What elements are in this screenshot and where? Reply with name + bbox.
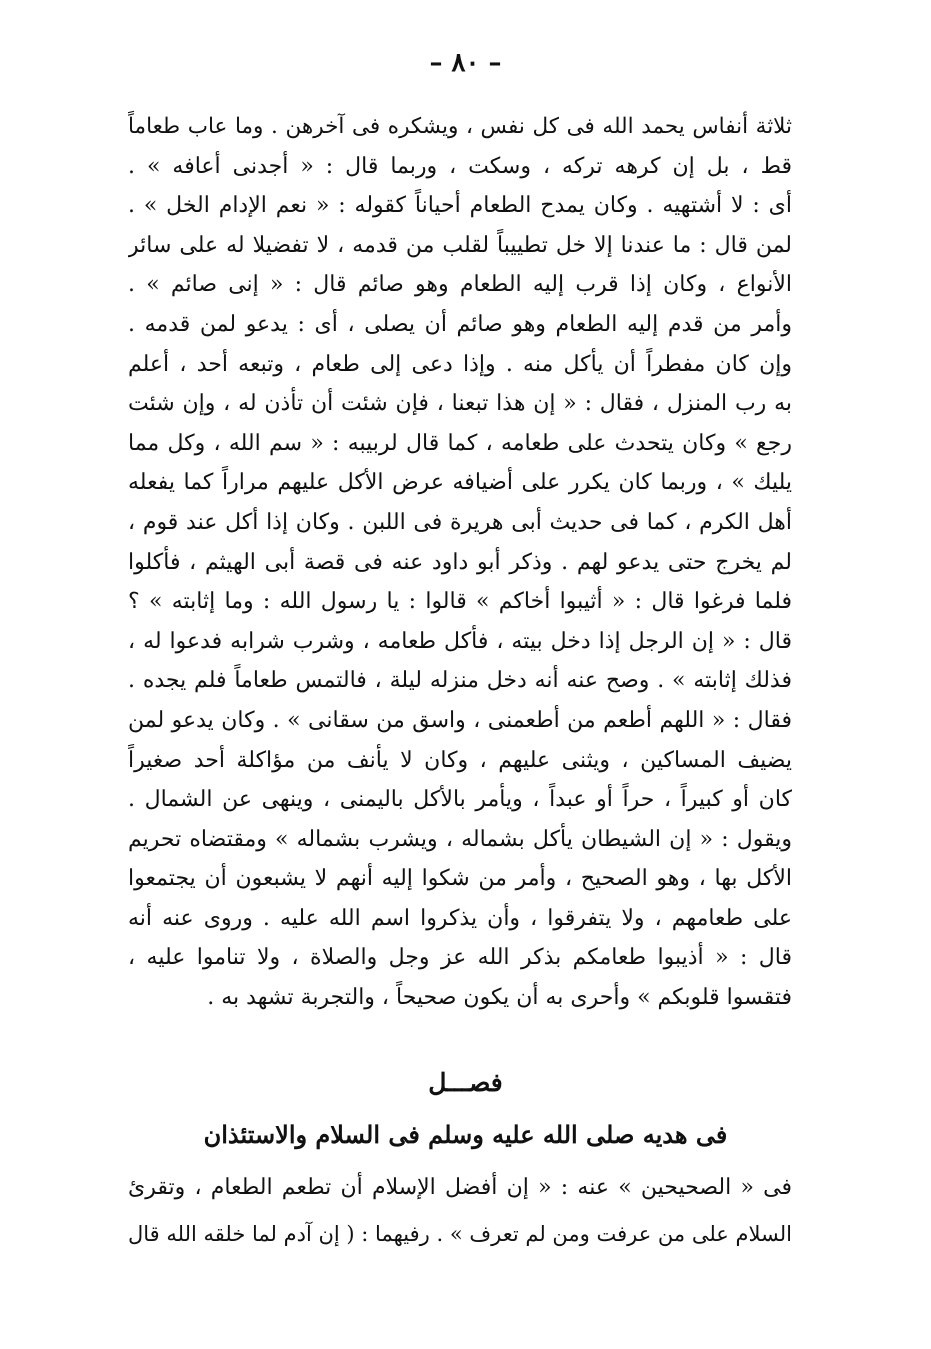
text-line: أهل الكرم ، كما فى حديث أبى هريرة فى اللبن . وكان إذا أكل عند قوم ، — [128, 509, 792, 535]
main-text-block — [128, 107, 792, 1018]
text-line: وإن كان مفطراً أن يأكل منه . وإذا دعى إلى طعام ، وتبعه أحد ، أعلم — [128, 351, 792, 377]
text-line: فتقسوا قلوبكم » وأحرى به أن يكون صحيحاً ، والتجربة تشهد به . — [207, 985, 792, 1011]
text-line: يليك » ، وربما كان يكرر على أضيافه عرض الأكل عليهم مراراً كما يفعله — [128, 470, 792, 496]
section-text-line: فى « الصحيحين » عنه : « إن أفضل الإسلام أن تطعم الطعام ، وتقرئ — [128, 1175, 792, 1200]
text-line: يضيف المساكين ، ويثنى عليهم ، وكان لا يأنف من مؤاكلة أحد صغيراً — [128, 747, 792, 773]
text-line: كان أو كبيراً ، حراً أو عبداً ، ويأمر بالأكل باليمنى ، وينهى عن الشمال . — [128, 787, 792, 813]
text-line: أى : لا أشتهيه . وكان يمدح الطعام أحياناً كقوله : « نعم الإدام الخل » . — [128, 193, 792, 219]
text-line: قط ، بل إن كرهه تركه ، وسكت ، وربما قال : « أجدنى أعافه » . — [128, 153, 792, 179]
text-line: رجع » وكان يتحدث على طعامه ، كما قال لربيبه : « سم الله ، وكل مما — [128, 430, 792, 456]
text-line: الأكل بها ، وهو الصحيح ، وأمر من شكوا إليه أنهم لا يشبعون أن يجتمعوا — [128, 866, 792, 892]
page-number: – ٨٠ – — [429, 48, 502, 78]
text-line: به رب المنزل ، فقال : « إن هذا تبعنا ، فإن شئت أن تأذن له ، وإن شئت — [128, 391, 792, 417]
section-text-line: السلام على من عرفت ومن لم تعرف » . رفيهما : ( إن آدم لما خلقه الله قال — [128, 1222, 792, 1246]
text-line: الأنواع ، وكان إذا قرب إليه الطعام وهو صائم قال : « إنى صائم » . — [128, 272, 792, 298]
text-line: فذلك إثابته » . وصح عنه أنه دخل منزله ليلة ، فالتمس طعاماً فلم يجده . — [128, 668, 792, 694]
text-line: على طعامهم ، ولا يتفرقوا ، وأن يذكروا اسم الله عليه . وروى عنه أنه — [128, 905, 792, 931]
text-line: وأمر من قدم إليه الطعام وهو صائم أن يصلى ، أى : يدعو لمن قدمه . — [128, 311, 792, 337]
section-heading: فصـــل — [428, 1068, 503, 1097]
text-line: فلما فرغوا قال : « أثيبوا أخاكم » قالوا : يا رسول الله : وما إثابته » ؟ — [128, 589, 792, 615]
text-line: لمن قال : ما عندنا إلا خل تطييباً لقلب من قدمه ، لا تفضيلا له على سائر — [128, 232, 792, 258]
text-line: قال : « إن الرجل إذا دخل بيته ، فأكل طعامه ، وشرب شرابه فدعوا له ، — [128, 628, 792, 654]
text-line: ويقول : « إن الشيطان يأكل بشماله ، ويشرب بشماله » ومقتضاه تحريم — [128, 826, 792, 852]
text-line: فقال : « اللهم أطعم من أطعمنى ، واسق من سقانى » . وكان يدعو لمن — [128, 707, 792, 733]
text-line: ثلاثة أنفاس يحمد الله فى كل نفس ، ويشكره فى آخرهن . وما عاب طعاماً — [128, 114, 792, 139]
text-line: لم يخرج حتى يدعو لهم . وذكر أبو داود عنه فى قصة أبى الهيثم ، فأكلوا — [128, 549, 792, 575]
section-subtitle: فى هديه صلى الله عليه وسلم فى السلام والاستئذان — [203, 1120, 728, 1149]
section-text-block — [128, 1165, 792, 1257]
text-line: قال : « أذيبوا طعامكم بذكر الله عز وجل والصلاة ، ولا تناموا عليه ، — [128, 945, 792, 971]
